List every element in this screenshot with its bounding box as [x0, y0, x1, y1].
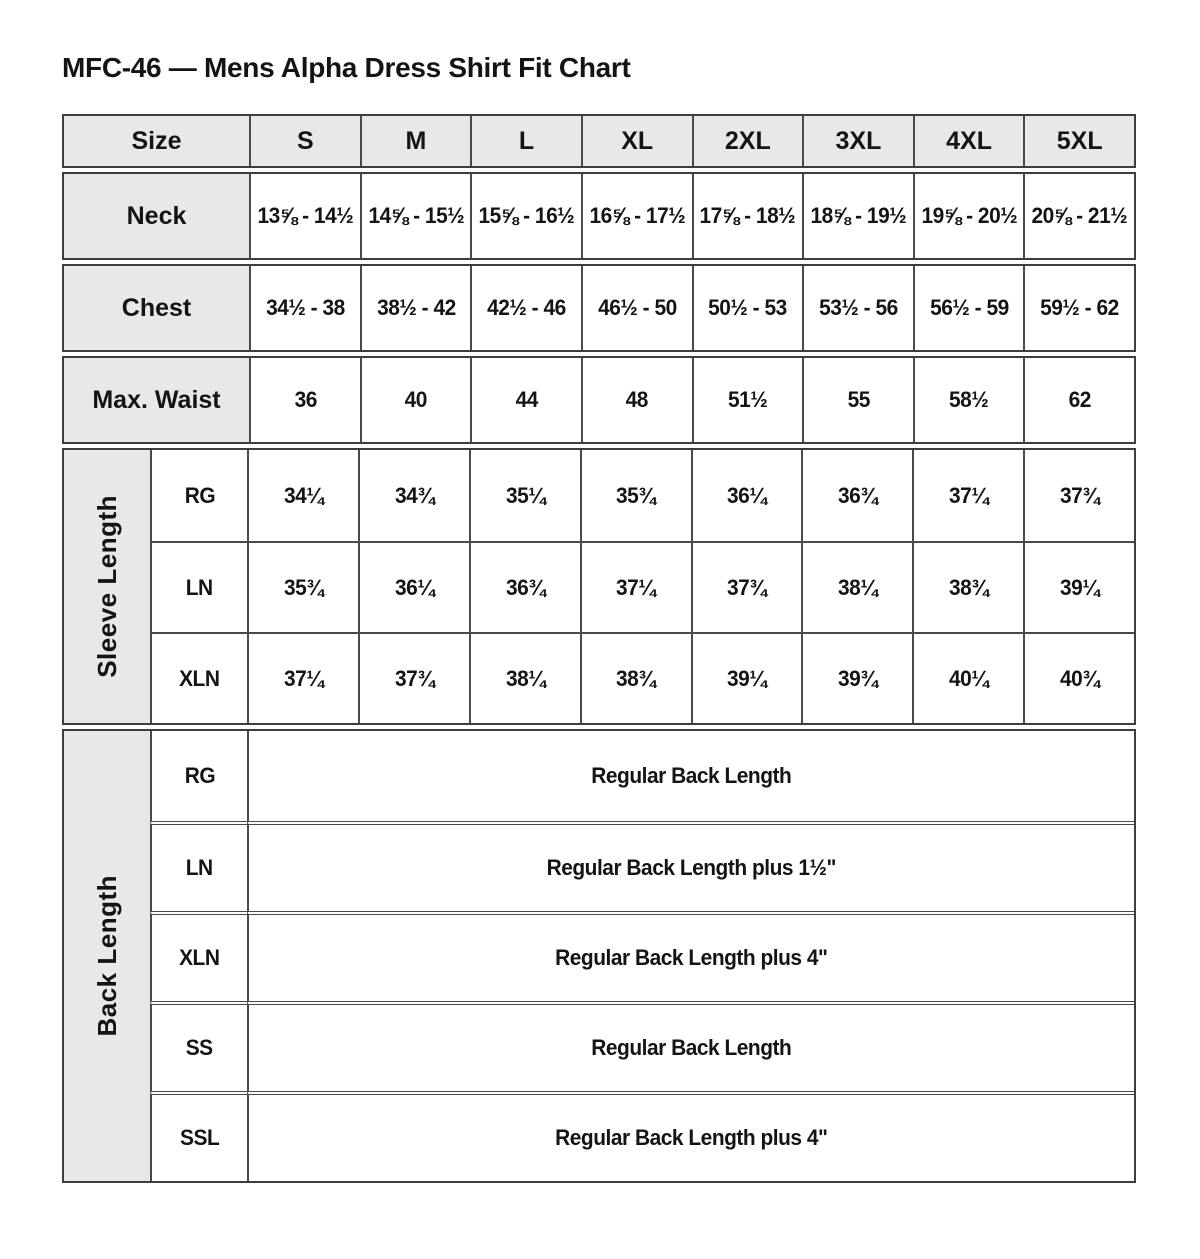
back-fit-cell: LN — [150, 821, 247, 911]
neck-value-cell: 17⅝ - 18½ — [692, 174, 803, 258]
max-waist-row-label: Max. Waist — [64, 358, 249, 442]
chest-value-cell: 42½ - 46 — [470, 266, 581, 350]
neck-value-cell: 16⅝ - 17½ — [581, 174, 692, 258]
size-header-cell: M — [360, 116, 471, 166]
sleeve-value-cell: 34¾ — [358, 450, 469, 541]
sleeve-value-cell: 37¼ — [247, 632, 358, 723]
size-header-cell: 4XL — [913, 116, 1024, 166]
chest-value-cell: 46½ - 50 — [581, 266, 692, 350]
back-value-cell: Regular Back Length plus 4" — [247, 1091, 1134, 1181]
back-length-section — [62, 729, 1136, 1183]
back-value-cell: Regular Back Length plus 1½" — [247, 821, 1134, 911]
sleeve-value-cell: 36¾ — [469, 541, 580, 632]
back-fit-cell: SSL — [150, 1091, 247, 1181]
sleeve-value-cell: 38¼ — [469, 632, 580, 723]
back-length-label-cell — [64, 731, 150, 1181]
sleeve-value-cell: 39¼ — [691, 632, 802, 723]
sleeve-value-cell: 36¾ — [801, 450, 912, 541]
back-length-label: Back Length — [91, 875, 122, 1037]
sleeve-value-cell: 40¼ — [912, 632, 1023, 723]
max-waist-row — [62, 356, 1136, 444]
sleeve-value-cell: 35¾ — [580, 450, 691, 541]
neck-value-cell: 13⅝ - 14½ — [249, 174, 360, 258]
neck-value-cell: 15⅝ - 16½ — [470, 174, 581, 258]
page-title: MFC-46 — Mens Alpha Dress Shirt Fit Chart — [62, 52, 631, 83]
chest-value-cell: 38½ - 42 — [360, 266, 471, 350]
size-header-row — [62, 114, 1136, 168]
sleeve-value-cell: 38¾ — [580, 632, 691, 723]
sleeve-fit-cell: XLN — [150, 632, 247, 723]
chest-value-cell: 53½ - 56 — [802, 266, 913, 350]
back-value-cell: Regular Back Length plus 4" — [247, 911, 1134, 1001]
chest-row-label: Chest — [64, 266, 249, 350]
neck-value-cell: 18⅝ - 19½ — [802, 174, 913, 258]
waist-value-cell: 55 — [802, 358, 913, 442]
sleeve-fit-cell: LN — [150, 541, 247, 632]
sleeve-value-cell: 39¾ — [801, 632, 912, 723]
waist-value-cell: 58½ — [913, 358, 1024, 442]
sleeve-length-section — [62, 448, 1136, 725]
back-value-cell: Regular Back Length — [247, 1001, 1134, 1091]
waist-value-cell: 48 — [581, 358, 692, 442]
back-value-cell: Regular Back Length — [247, 731, 1134, 821]
back-fit-cell: SS — [150, 1001, 247, 1091]
back-fit-cell: RG — [150, 731, 247, 821]
back-fit-cell: XLN — [150, 911, 247, 1001]
sleeve-value-cell: 35¼ — [469, 450, 580, 541]
waist-value-cell: 44 — [470, 358, 581, 442]
sleeve-value-cell: 40¾ — [1023, 632, 1134, 723]
waist-value-cell: 62 — [1023, 358, 1134, 442]
chest-value-cell: 59½ - 62 — [1023, 266, 1134, 350]
sleeve-value-cell: 37¼ — [912, 450, 1023, 541]
neck-value-cell: 19⅝ - 20½ — [913, 174, 1024, 258]
chest-value-cell: 34½ - 38 — [249, 266, 360, 350]
size-header-cell: L — [470, 116, 581, 166]
waist-value-cell: 40 — [360, 358, 471, 442]
size-header-cell: S — [249, 116, 360, 166]
sleeve-length-label: Sleeve Length — [91, 495, 122, 678]
sleeve-value-cell: 37¾ — [1023, 450, 1134, 541]
sleeve-value-cell: 38¾ — [912, 541, 1023, 632]
sleeve-value-cell: 37¼ — [580, 541, 691, 632]
sleeve-value-cell: 39¼ — [1023, 541, 1134, 632]
neck-value-cell: 14⅝ - 15½ — [360, 174, 471, 258]
sleeve-value-cell: 36¼ — [358, 541, 469, 632]
sleeve-value-cell: 38¼ — [801, 541, 912, 632]
size-header-cell: 2XL — [692, 116, 803, 166]
neck-row-label: Neck — [64, 174, 249, 258]
sleeve-value-cell: 36¼ — [691, 450, 802, 541]
size-chart-table — [62, 114, 1136, 1183]
sleeve-value-cell: 35¾ — [247, 541, 358, 632]
sleeve-value-cell: 37¾ — [358, 632, 469, 723]
neck-value-cell: 20⅝ - 21½ — [1023, 174, 1134, 258]
sleeve-value-cell: 34¼ — [247, 450, 358, 541]
sleeve-value-cell: 37¾ — [691, 541, 802, 632]
size-header-cell: 3XL — [802, 116, 913, 166]
size-header-cell: XL — [581, 116, 692, 166]
size-header-cell: 5XL — [1023, 116, 1134, 166]
chest-row — [62, 264, 1136, 352]
size-label-cell: Size — [64, 116, 249, 166]
waist-value-cell: 51½ — [692, 358, 803, 442]
chest-value-cell: 50½ - 53 — [692, 266, 803, 350]
waist-value-cell: 36 — [249, 358, 360, 442]
chest-value-cell: 56½ - 59 — [913, 266, 1024, 350]
neck-row — [62, 172, 1136, 260]
sleeve-length-label-cell — [64, 450, 150, 723]
sleeve-fit-cell: RG — [150, 450, 247, 541]
